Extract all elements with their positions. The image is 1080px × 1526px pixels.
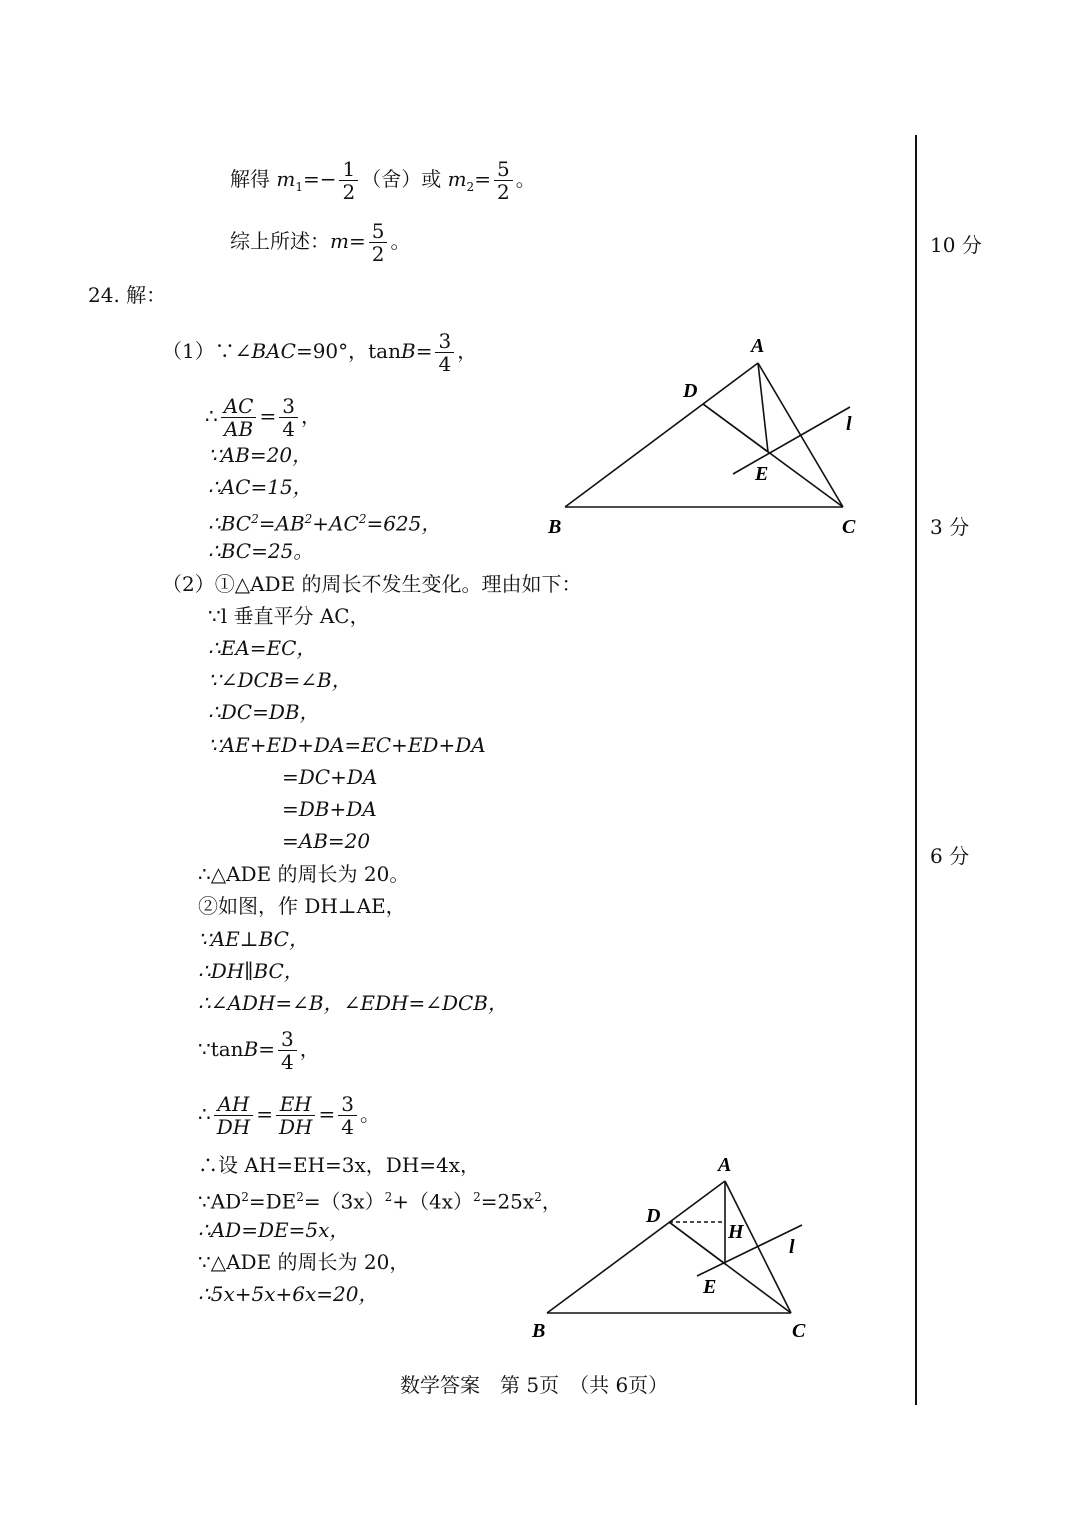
score-6: 6 分 xyxy=(930,844,970,868)
p2-line3: ∴EA=EC， xyxy=(208,636,317,660)
p2-line6: ∵AE+ED+DA=EC+ED+DA xyxy=(208,733,486,757)
fig2-seg-ba xyxy=(547,1181,725,1313)
p2-line13: ∴DH∥BC， xyxy=(198,959,304,983)
fraction-five-halves: $\frac{5}{2}$ xyxy=(494,158,513,203)
figure-1-triangle xyxy=(530,325,880,550)
p2-line11: ②如图，作 DH⊥AE， xyxy=(198,894,406,918)
fig1-line-l xyxy=(733,407,850,474)
fraction-tan-b: $\frac{3}{4}$ xyxy=(278,1028,297,1073)
score-3: 3 分 xyxy=(930,515,970,539)
p2-line14: ∴∠ADH=∠B，∠EDH=∠DCB， xyxy=(198,991,508,1015)
p2-line2: ∵l 垂直平分 AC， xyxy=(208,604,370,628)
p2-line1: （2）①△ADE 的周长不发生变化。理由如下： xyxy=(162,572,582,596)
fig1-seg-ba xyxy=(565,363,758,507)
solve-line: 解得 $m_1=-$ $\frac{1}{2}$ （舍）或 $m_2=$ $\frac{5}{2}$ 。 xyxy=(230,157,536,204)
score-10: 10 分 xyxy=(930,233,982,257)
summary-line: 综上所述：m= $\frac{5}{2}$ 。 xyxy=(230,219,411,266)
fig1-label-l: l xyxy=(846,413,852,435)
p2-line18: $\because AD^2=DE^2=(3x)^2+(4x)^2=25x^2$， xyxy=(198,1189,562,1214)
fraction-three-quarters: $\frac{3}{4}$ xyxy=(435,330,454,375)
p2-line15: ∵tanB= $\frac{3}{4}$ ， xyxy=(198,1027,320,1074)
p1-line3: ∵AB=20， xyxy=(208,443,313,467)
fraction-neg-half: $\frac{1}{2}$ xyxy=(339,158,358,203)
question-24-title: 24. 解： xyxy=(88,283,167,307)
score-column-rule xyxy=(915,135,917,1405)
fig2-label-h: H xyxy=(728,1221,744,1243)
p1-line4: ∴AC=15， xyxy=(208,475,313,499)
p2-line9: =AB=20 xyxy=(282,829,371,853)
fraction-ah-dh: $\frac{AH}{DH}$ xyxy=(214,1093,253,1138)
fig2-label-d: D xyxy=(646,1205,661,1227)
p1-line2: ∴ $\frac{AC}{AB}$ = $\frac{3}{4}$ ， xyxy=(205,394,321,441)
fraction-eh-dh: $\frac{EH}{DH}$ xyxy=(276,1093,315,1138)
fig1-label-e: E xyxy=(755,463,769,485)
p2-line12: ∵AE⊥BC， xyxy=(198,927,309,951)
p2-line8: =DB+DA xyxy=(282,797,377,821)
fraction-ac-ab: $\frac{AC}{AB}$ xyxy=(221,395,257,440)
fig2-label-l: l xyxy=(789,1236,795,1258)
fig2-line-l xyxy=(697,1225,802,1276)
p2-line21: ∴5x+5x+6x=20， xyxy=(198,1282,379,1306)
p2-line17: ∴设 AH=EH=3x，DH=4x， xyxy=(198,1153,481,1177)
fig1-label-a: A xyxy=(751,335,765,357)
p2-line4: ∵∠DCB=∠B， xyxy=(208,668,352,692)
fig1-label-b: B xyxy=(548,516,562,538)
fraction-three-quarters-2: $\frac{3}{4}$ xyxy=(279,395,298,440)
p2-line19: ∴AD=DE=5x， xyxy=(198,1218,350,1242)
p1-line6: ∴BC=25。 xyxy=(208,539,314,563)
figure-2-triangle xyxy=(525,1150,825,1345)
fig1-label-c: C xyxy=(842,516,856,538)
p2-line5: ∴DC=DB， xyxy=(208,700,320,724)
page-footer: 数学答案 第 5页 （共 6页） xyxy=(400,1373,669,1397)
p2-line20: ∵△ADE 的周长为 20， xyxy=(198,1250,410,1274)
fraction-ratio: $\frac{3}{4}$ xyxy=(338,1093,357,1138)
p1-line5: $\therefore BC^2=AB^2+AC^2=625$， xyxy=(208,511,442,536)
p2-line7: =DC+DA xyxy=(282,765,378,789)
p2-line16: ∴ $\frac{AH}{DH}$ = $\frac{EH}{DH}$ = $\frac{3}{4}$ 。 xyxy=(198,1092,380,1139)
fig2-label-e: E xyxy=(703,1276,717,1298)
p1-line1: （1）∵∠BAC=90°，tanB= $\frac{3}{4}$ ， xyxy=(162,329,478,376)
p2-line10: ∴△ADE 的周长为 20。 xyxy=(198,862,410,886)
fraction-summary: $\frac{5}{2}$ xyxy=(369,220,388,265)
fig1-label-d: D xyxy=(683,380,698,402)
fig2-label-b: B xyxy=(532,1320,546,1342)
fig2-label-c: C xyxy=(792,1320,806,1342)
fig2-seg-de xyxy=(669,1222,725,1264)
fig2-label-a: A xyxy=(718,1154,732,1176)
fig1-seg-de xyxy=(703,404,768,452)
